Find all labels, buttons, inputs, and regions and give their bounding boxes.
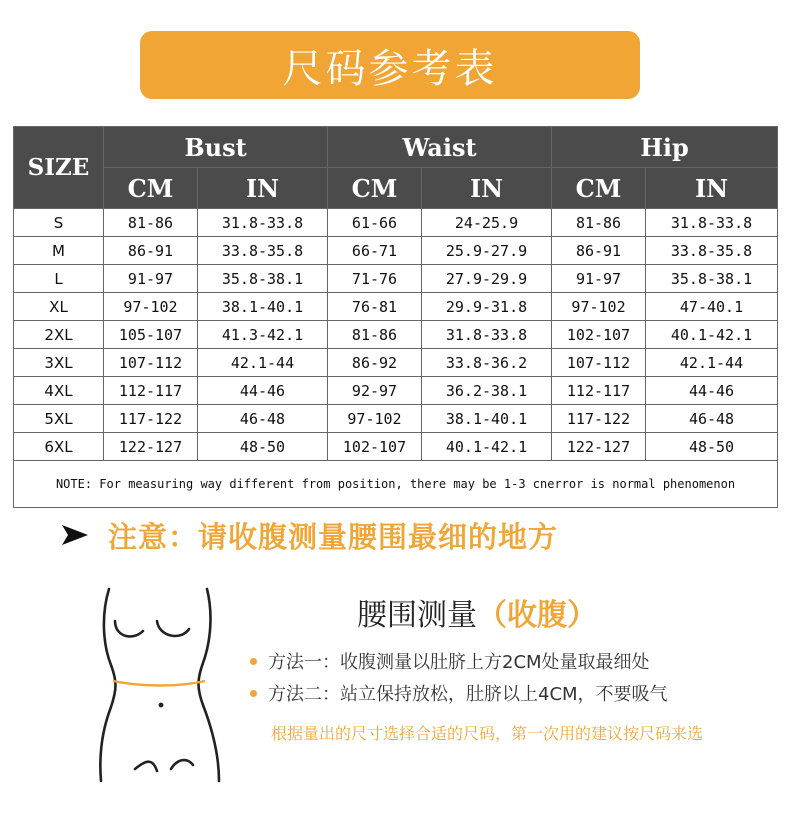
measurement-cell: 97-102 xyxy=(552,293,646,321)
size-advice: 根据量出的尺寸选择合适的尺码，第一次用的建议按尺码来选 xyxy=(271,724,704,743)
unit-header-in: IN xyxy=(422,168,552,209)
table-row xyxy=(14,405,778,433)
table-row xyxy=(14,377,778,405)
table-row xyxy=(14,265,778,293)
size-cell: 6XL xyxy=(14,433,104,461)
measurement-cell: 81-86 xyxy=(104,209,198,237)
measurement-cell: 91-97 xyxy=(552,265,646,293)
measurement-cell: 47-40.1 xyxy=(646,293,778,321)
measurement-cell: 122-127 xyxy=(552,433,646,461)
unit-header-cm: CM xyxy=(552,168,646,209)
measurement-cell: 76-81 xyxy=(328,293,422,321)
measurement-cell: 117-122 xyxy=(104,405,198,433)
size-cell: 4XL xyxy=(14,377,104,405)
table-row xyxy=(14,237,778,265)
measurement-cell: 81-86 xyxy=(328,321,422,349)
waist-title-accent: （收腹） xyxy=(477,598,597,633)
measurement-cell: 27.9-29.9 xyxy=(422,265,552,293)
table-row xyxy=(14,321,778,349)
measurement-cell: 71-76 xyxy=(328,265,422,293)
method-two xyxy=(250,680,668,706)
table-row xyxy=(14,209,778,237)
measurement-cell: 112-117 xyxy=(104,377,198,405)
measurement-cell: 25.9-27.9 xyxy=(422,237,552,265)
measurement-cell: 117-122 xyxy=(552,405,646,433)
bullet-dot-icon xyxy=(250,690,257,697)
waist-measure-title xyxy=(357,590,597,634)
measurement-note: NOTE: For measuring way different from position, there may be 1-3 cnerror is normal phenomenon xyxy=(14,461,778,508)
measurement-cell: 46-48 xyxy=(646,405,778,433)
measurement-cell: 35.8-38.1 xyxy=(646,265,778,293)
waist-title-text: 腰围测量 xyxy=(357,598,477,633)
size-chart-table xyxy=(13,126,778,508)
size-column-header: SIZE xyxy=(14,127,104,209)
measurement-cell: 122-127 xyxy=(104,433,198,461)
waist-header: Waist xyxy=(328,127,552,168)
measurement-cell: 48-50 xyxy=(646,433,778,461)
measurement-cell: 36.2-38.1 xyxy=(422,377,552,405)
measurement-cell: 31.8-33.8 xyxy=(422,321,552,349)
measurement-cell: 41.3-42.1 xyxy=(198,321,328,349)
banner-title: 尺码参考表 xyxy=(282,45,498,92)
measurement-cell: 112-117 xyxy=(552,377,646,405)
size-cell: 3XL xyxy=(14,349,104,377)
bust-header: Bust xyxy=(104,127,328,168)
measurement-cell: 86-91 xyxy=(104,237,198,265)
size-cell: 2XL xyxy=(14,321,104,349)
measurement-cell: 24-25.9 xyxy=(422,209,552,237)
measurement-cell: 97-102 xyxy=(104,293,198,321)
method-two-text: 方法二：站立保持放松，肚脐以上4CM，不要吸气 xyxy=(268,684,668,705)
measurement-cell: 31.8-33.8 xyxy=(198,209,328,237)
measurement-cell: 81-86 xyxy=(552,209,646,237)
unit-header-in: IN xyxy=(198,168,328,209)
size-cell: 5XL xyxy=(14,405,104,433)
size-cell: L xyxy=(14,265,104,293)
notice-text: 注意：请收腹测量腰围最细的地方 xyxy=(108,519,559,554)
measurement-cell: 48-50 xyxy=(198,433,328,461)
waist-notice xyxy=(60,512,558,558)
bullet-dot-icon xyxy=(250,658,257,665)
table-row xyxy=(14,349,778,377)
measurement-cell: 102-107 xyxy=(328,433,422,461)
size-chart-banner xyxy=(140,31,640,99)
unit-header-cm: CM xyxy=(104,168,198,209)
size-cell: XL xyxy=(14,293,104,321)
measurement-cell: 92-97 xyxy=(328,377,422,405)
measurement-cell: 35.8-38.1 xyxy=(198,265,328,293)
measurement-cell: 107-112 xyxy=(104,349,198,377)
measurement-cell: 31.8-33.8 xyxy=(646,209,778,237)
measurement-cell: 107-112 xyxy=(552,349,646,377)
measurement-cell: 91-97 xyxy=(104,265,198,293)
measurement-cell: 66-71 xyxy=(328,237,422,265)
measurement-cell: 44-46 xyxy=(198,377,328,405)
unit-header-cm: CM xyxy=(328,168,422,209)
size-cell: S xyxy=(14,209,104,237)
body-outline-icon xyxy=(95,585,225,785)
measurement-cell: 61-66 xyxy=(328,209,422,237)
measurement-cell: 29.9-31.8 xyxy=(422,293,552,321)
measurement-cell: 38.1-40.1 xyxy=(422,405,552,433)
measurement-cell: 33.8-35.8 xyxy=(198,237,328,265)
measurement-cell: 38.1-40.1 xyxy=(198,293,328,321)
measurement-cell: 105-107 xyxy=(104,321,198,349)
hip-header: Hip xyxy=(552,127,778,168)
measurement-cell: 44-46 xyxy=(646,377,778,405)
measurement-cell: 42.1-44 xyxy=(198,349,328,377)
measurement-cell: 40.1-42.1 xyxy=(646,321,778,349)
table-row xyxy=(14,293,778,321)
measurement-cell: 86-91 xyxy=(552,237,646,265)
measurement-cell: 40.1-42.1 xyxy=(422,433,552,461)
measurement-cell: 102-107 xyxy=(552,321,646,349)
measurement-cell: 42.1-44 xyxy=(646,349,778,377)
arrowhead-icon xyxy=(60,523,90,547)
measurement-cell: 33.8-36.2 xyxy=(422,349,552,377)
method-one-text: 方法一：收腹测量以肚脐上方2CM处量取最细处 xyxy=(268,652,650,673)
measurement-cell: 33.8-35.8 xyxy=(646,237,778,265)
measurement-cell: 46-48 xyxy=(198,405,328,433)
size-cell: M xyxy=(14,237,104,265)
method-one xyxy=(250,648,650,674)
measurement-cell: 86-92 xyxy=(328,349,422,377)
measurement-cell: 97-102 xyxy=(328,405,422,433)
unit-header-in: IN xyxy=(646,168,778,209)
table-row xyxy=(14,433,778,461)
